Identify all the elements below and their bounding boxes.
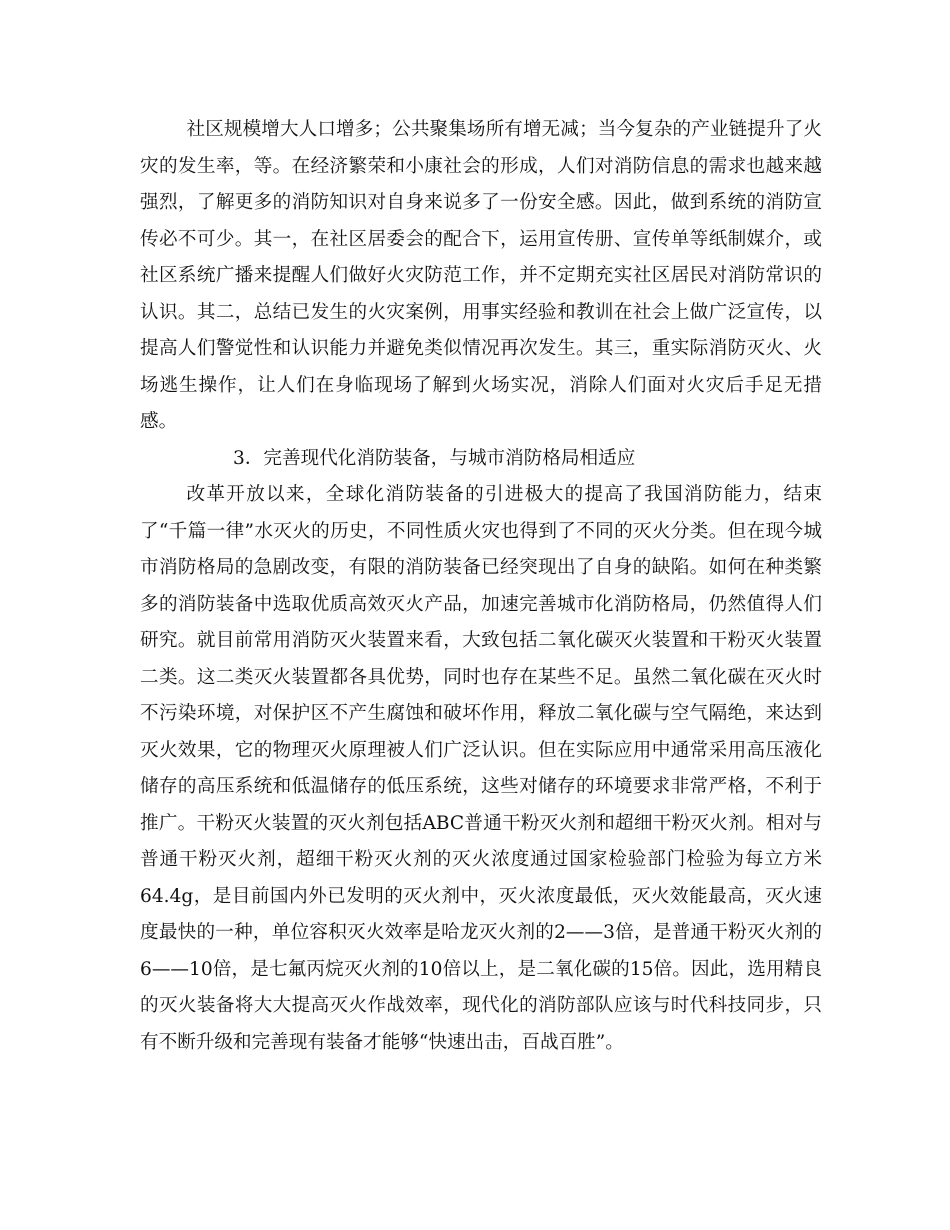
paragraph-fire-publicity: 社区规模增大人口增多；公共聚集场所有增无减；当今复杂的产业链提升了火灾的发生率，等。在经济繁荣和小康社会的形成，人们对消防信息的需求也越来越强烈，了解更多的消防知识对自身来说多了一份安全感。因此，做到系统的消防宣传必不可少。其一，在社区居委会的配合下，运用宣传册、宣传单等纸制媒介，或社区系统广播来提醒人们做好火灾防范工作，并不定期充实社区居民对消防常识的认识。其二，总结已发生的火灾案例，用事实经验和教训在社会上做广泛宣传，以提高人们警觉性和认识能力并避免类似情况再次发生。其三，重实际消防灭火、火场逃生操作，让人们在身临现场了解到火场实况，消除人们面对火灾后手足无措感。 <box>140 119 822 432</box>
paragraph-fire-equipment: 改革开放以来，全球化消防装备的引进极大的提高了我国消防能力，结束了“千篇一律”水灭火的历史，不同性质火灾也得到了不同的灭火分类。但在现今城市消防格局的急剧改变，有限的消防装备已经突现出了自身的缺陷。如何在种类繁多的消防装备中选取优质高效灭火产品，加速完善城市化消防格局，仍然值得人们研究。就目前常用消防灭火装置来看，大致包括二氧化碳灭火装置和干粉灭火装置二类。这二类灭火装置都各具优势，同时也存在某些不足。虽然二氧化碳在灭火时不污染环境，对保护区不产生腐蚀和破坏作用，释放二氧化碳与空气隔绝，来达到灭火效果，它的物理灭火原理被人们广泛认识。但在实际应用中通常采用高压液化储存的高压系统和低温储存的低压系统，这些对储存的环境要求非常严格，不利于推广。干粉灭火装置的灭火剂包括ABC普通干粉灭火剂和超细干粉灭火剂。相对与普通干粉灭火剂，超细干粉灭火剂的灭火浓度通过国家检验部门检验为每立方米64.4g，是目前国内外已发明的灭火剂中，灭火浓度最低，灭火效能最高，灭火速度最快的一种，单位容积灭火效率是哈龙灭火剂的2——3倍，是普通干粉灭火剂的6——10倍，是七氟丙烷灭火剂的10倍以上，是二氧化碳的15倍。因此，选用精良的灭火装备将大大提高灭火作战效率，现代化的消防部队应该与时代科技同步，只有不断升级和完善现有装备才能够“快速出击，百战百胜”。 <box>140 484 822 1053</box>
section-heading-equipment: 3．完善现代化消防装备，与城市消防格局相适应 <box>233 447 636 469</box>
document-body <box>140 112 822 1061</box>
